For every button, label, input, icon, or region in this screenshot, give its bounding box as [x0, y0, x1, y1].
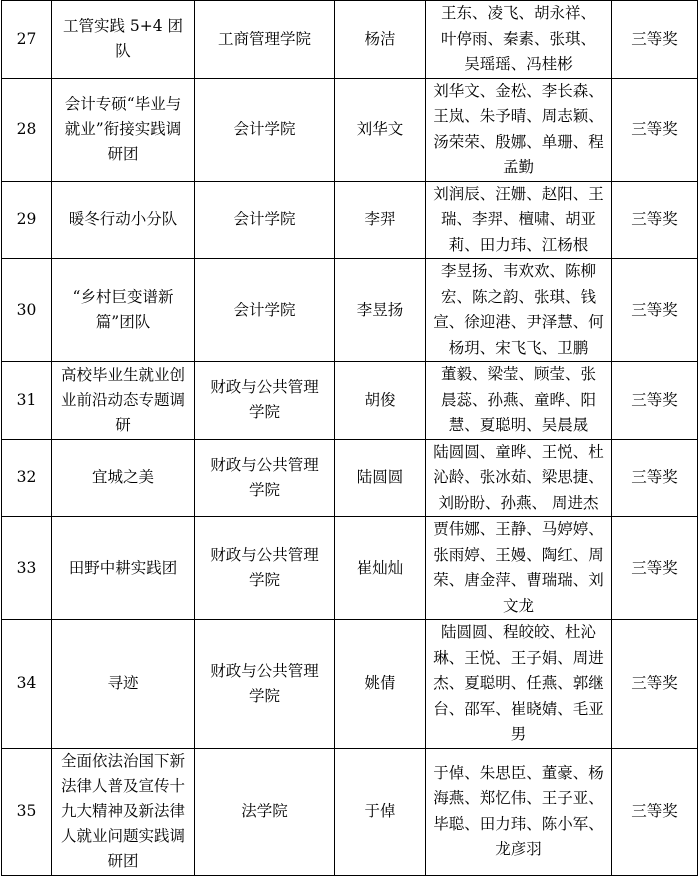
award-table-body	[2, 1, 698, 876]
college-name: 会计学院	[195, 181, 335, 259]
row-number: 30	[2, 259, 52, 362]
team-members: 陆圆圆、童晔、王悦、杜沁龄、张冰茹、梁思捷、刘盼盼、孙燕、 周进杰	[426, 439, 612, 517]
team-members: 李昱扬、韦欢欢、陈柳宏、陈之韵、张琪、钱宣、徐迎港、尹泽慧、何杨玥、宋飞飞、卫鹏	[426, 259, 612, 362]
table-row	[2, 259, 698, 362]
team-leader: 姚倩	[335, 620, 426, 749]
team-leader: 杨洁	[335, 1, 426, 79]
award-table	[1, 0, 698, 876]
table-row	[2, 1, 698, 79]
college-name-text: 财政与公共管理学院	[210, 455, 319, 499]
college-name	[195, 517, 335, 620]
award-level: 三等奖	[612, 78, 698, 181]
award-level: 三等奖	[612, 181, 698, 259]
table-row	[2, 748, 698, 875]
team-name-text: 宜城之美	[91, 468, 154, 487]
college-name: 会计学院	[195, 259, 335, 362]
award-level: 三等奖	[612, 620, 698, 749]
team-members: 董毅、梁莹、顾莹、张晨蕊、孙燕、童晔、阳慧、夏聪明、吴晨晟	[426, 362, 612, 440]
team-name	[52, 517, 195, 620]
team-leader: 陆圆圆	[335, 439, 426, 517]
college-name-text: 财政与公共管理学院	[210, 546, 319, 589]
award-level: 三等奖	[612, 1, 698, 79]
team-name	[52, 78, 195, 181]
college-name: 会计学院	[195, 78, 335, 181]
row-number: 34	[2, 620, 52, 749]
team-name-text: 会计专硕“毕业与就业”衔接实践调研团	[64, 95, 182, 163]
row-number: 29	[2, 181, 52, 259]
award-level: 三等奖	[612, 748, 698, 875]
team-leader: 李昱扬	[335, 259, 426, 362]
team-name-text: 高校毕业生就业创业前沿动态专题调研	[60, 365, 185, 434]
college-name-text: 财政与公共管理学院	[210, 661, 319, 705]
team-members: 陆圆圆、程皎皎、杜沁琳、王悦、王子娟、周进杰、夏聪明、任燕、郭继台、邵军、崔晓婧、毛亚男	[426, 620, 612, 749]
team-members: 于倬、朱思臣、董豪、杨海燕、郑忆伟、王子亚、毕聪、田力玮、陈小军、龙彦羽	[426, 748, 612, 875]
college-name	[195, 439, 335, 517]
table-row	[2, 181, 698, 259]
table-row	[2, 439, 698, 517]
college-name	[195, 362, 335, 440]
team-name-text: 工管实践 5+4 团队	[62, 17, 184, 61]
team-leader: 胡俊	[335, 362, 426, 440]
row-number: 31	[2, 362, 52, 440]
team-leader: 刘华文	[335, 78, 426, 181]
team-members: 王东、凌飞、胡永祥、叶停雨、秦素、张琪、吴瑶瑶、冯桂彬	[426, 1, 612, 79]
team-name	[52, 1, 195, 79]
team-name	[52, 748, 195, 875]
team-members: 贾伟娜、王静、马婷婷、张雨婷、王嫚、陶红、周荣、唐金萍、曹瑞瑞、刘文龙	[426, 517, 612, 620]
team-name-text: 暖冬行动小分队	[68, 210, 178, 229]
team-name-text: “乡村巨变谱新篇”团队	[72, 288, 174, 331]
row-number: 35	[2, 748, 52, 875]
row-number: 27	[2, 1, 52, 79]
team-name-text: 田野中耕实践团	[68, 558, 178, 577]
team-name-text: 寻迹	[107, 674, 139, 693]
team-leader: 崔灿灿	[335, 517, 426, 620]
college-name-text: 财政与公共管理学院	[210, 378, 319, 422]
team-name	[52, 620, 195, 749]
team-name	[52, 362, 195, 440]
team-name	[52, 259, 195, 362]
team-leader: 李羿	[335, 181, 426, 259]
row-number: 33	[2, 517, 52, 620]
award-level: 三等奖	[612, 439, 698, 517]
table-row	[2, 78, 698, 181]
team-members: 刘润辰、汪姗、赵阳、王瑞、李羿、檀啸、胡亚莉、田力玮、江杨根	[426, 181, 612, 259]
team-name	[52, 439, 195, 517]
table-row	[2, 362, 698, 440]
award-level: 三等奖	[612, 517, 698, 620]
team-members: 刘华文、金松、李长森、王岚、朱予晴、周志颖、汤荣荣、殷娜、单珊、程孟勤	[426, 78, 612, 181]
table-row	[2, 517, 698, 620]
team-name-text: 全面依法治国下新法律人普及宣传十九大精神及新法律人就业问题实践调研团	[60, 752, 185, 870]
row-number: 32	[2, 439, 52, 517]
team-name	[52, 181, 195, 259]
college-name: 法学院	[195, 748, 335, 875]
award-level: 三等奖	[612, 259, 698, 362]
college-name	[195, 620, 335, 749]
award-level: 三等奖	[612, 362, 698, 440]
table-row	[2, 620, 698, 749]
team-leader: 于倬	[335, 748, 426, 875]
college-name: 工商管理学院	[195, 1, 335, 79]
row-number: 28	[2, 78, 52, 181]
